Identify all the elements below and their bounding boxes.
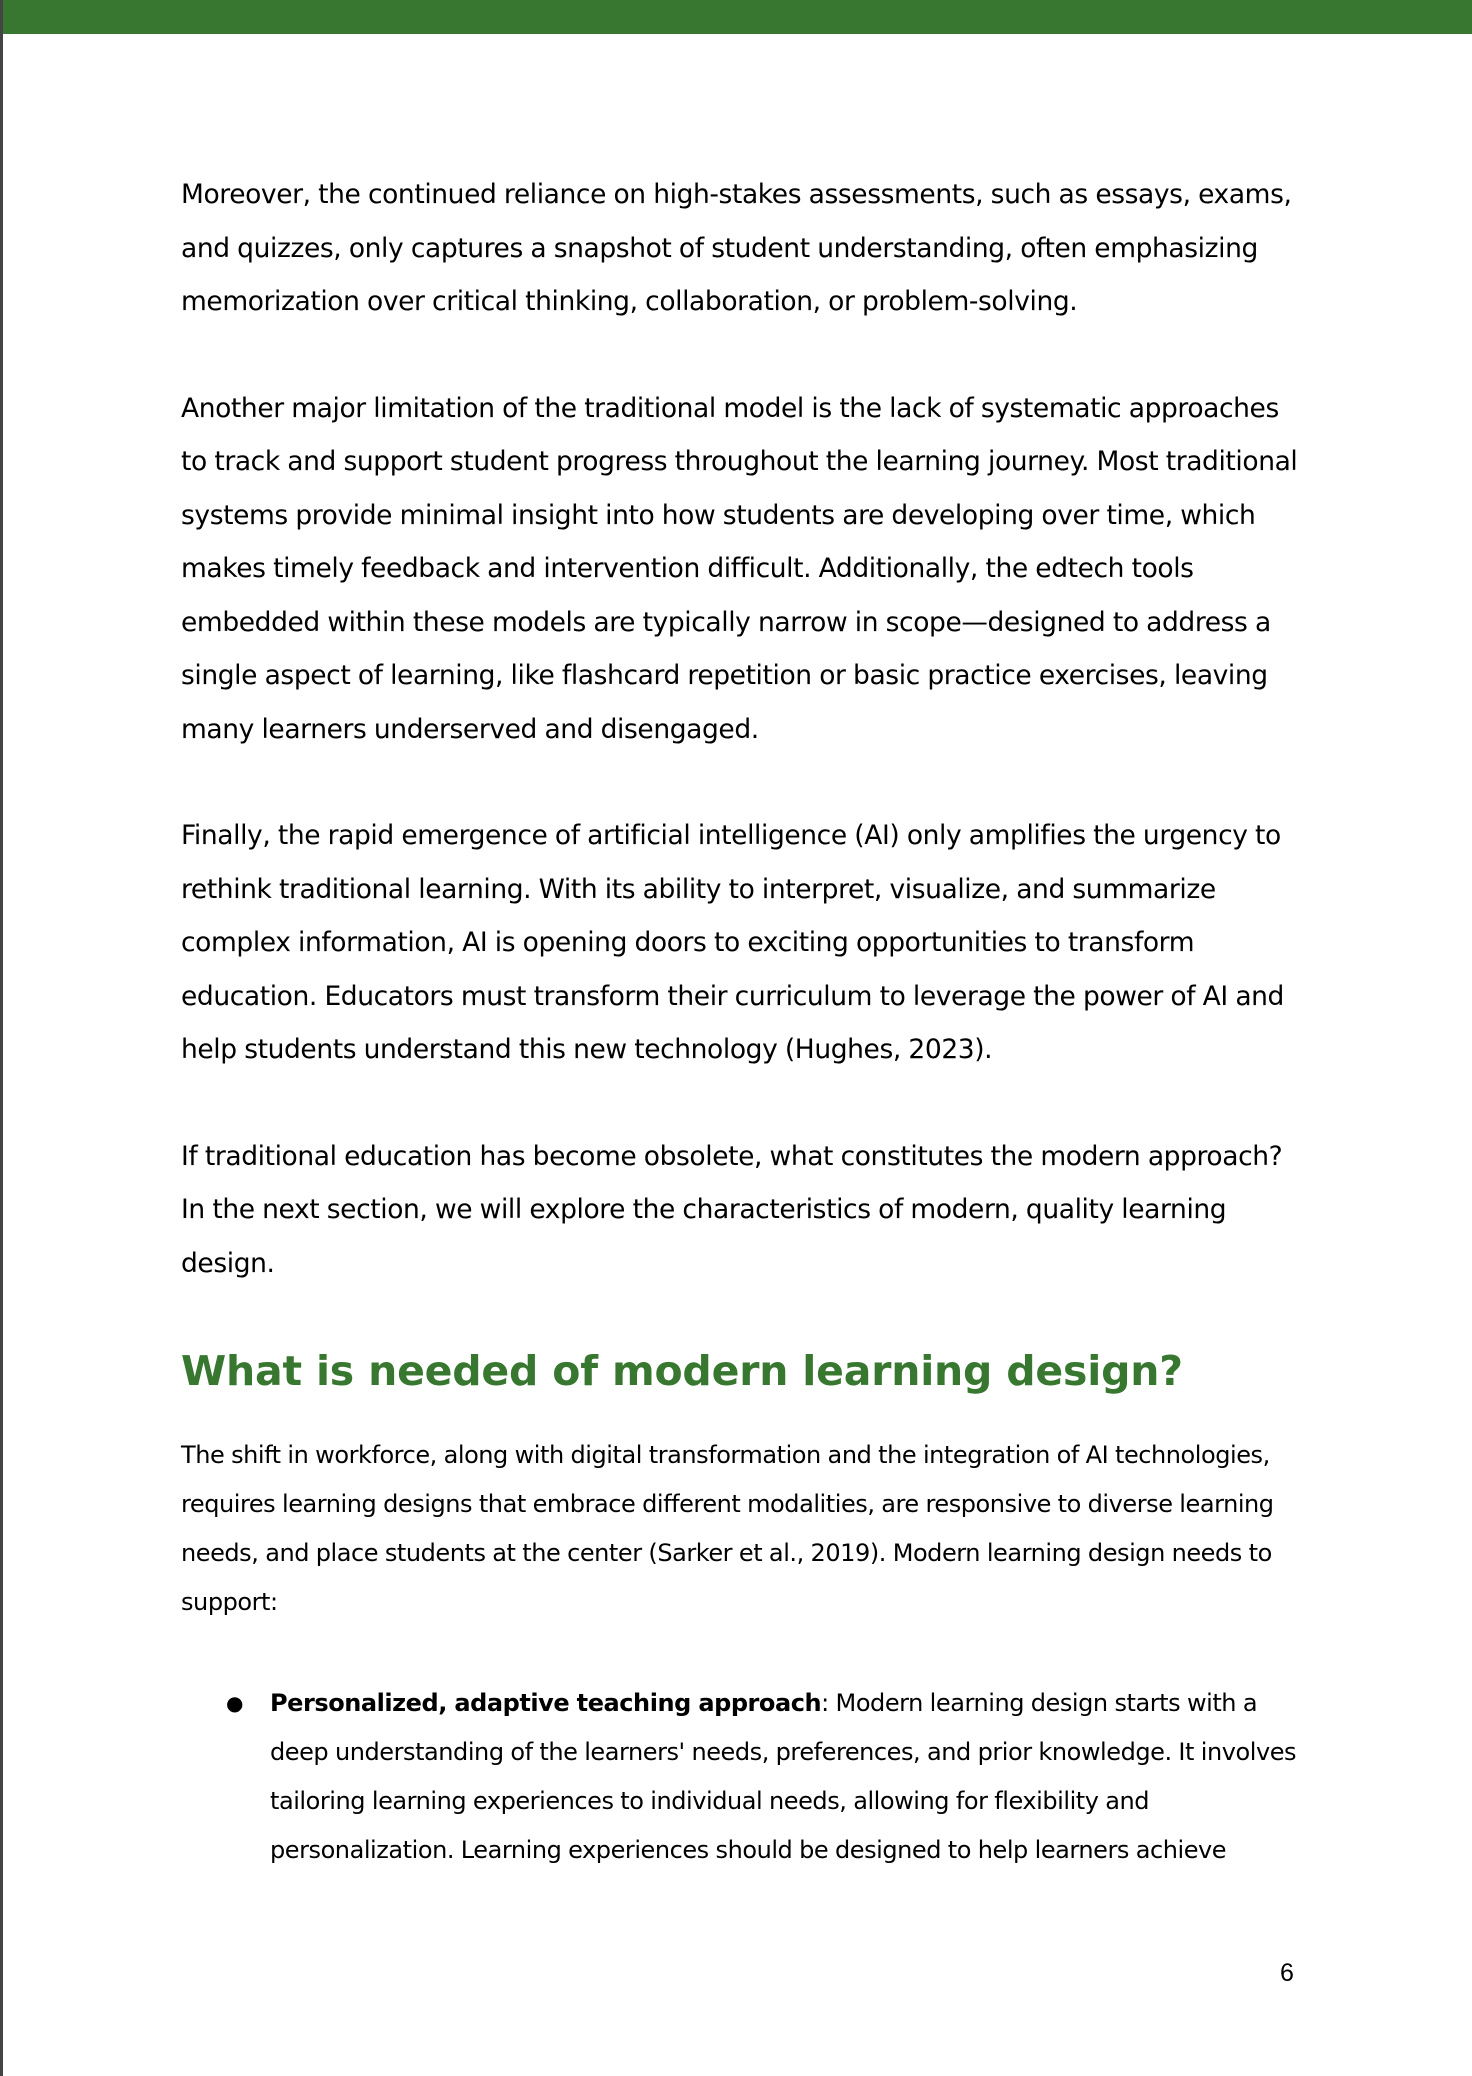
body-paragraph: Another major limitation of the traditional model is the lack of systematic approaches to track and support student progress throughout the learning journey. Most traditional systems provide minimal insight into how students are developing over time, which makes timely feedback and intervention difficult. Additionally, the edtech tools embedded within these models are typically narrow in scope—designed to address a single aspect of learning, like flashcard repetition or basic practice exercises, leaving many learners underserved and disengaged. bbox=[181, 392, 1298, 745]
body-paragraph: Finally, the rapid emergence of artificial intelligence (AI) only amplifies the urgency to rethink traditional learning. With its ability to interpret, visualize, and summarize complex information, AI is opening doors to exciting opportunities to transform education. Educators must transform their curriculum to leverage the power of AI and help students understand this new technology (Hughes, 2023). bbox=[181, 820, 1284, 1065]
page-number: 6 bbox=[1280, 1959, 1294, 1987]
intro-paragraph: The shift in workforce, along with digital transformation and the integration of AI technologies, requires learning designs that embrace different modalities, are responsive to diverse learning needs, and place students at the center (Sarker et al., 2019). Modern learning design needs to support: bbox=[181, 1441, 1274, 1616]
body-paragraph: If traditional education has become obsolete, what constitutes the modern approach? In the next section, we will explore the characteristics of modern, quality learning design. bbox=[181, 1140, 1283, 1279]
section-heading: What is needed of modern learning design? bbox=[181, 1347, 1183, 1395]
body-paragraph: Moreover, the continued reliance on high-stakes assessments, such as essays, exams, and quizzes, only captures a snapshot of student understanding, often emphasizing memorization over critical thinking, collaboration, or problem-solving. bbox=[181, 179, 1292, 317]
page-left-edge bbox=[0, 0, 3, 2076]
bullet-list bbox=[181, 1679, 1311, 1875]
bullet-item bbox=[181, 1679, 1311, 1875]
bullet-text: : Modern learning design starts with a deep understanding of the learners' needs, preferences, and prior knowledge. It involves tailoring learning experiences to individual needs, allowing for flexibility and personalization. Learning experiences should be designed to help learners achieve bbox=[270, 1689, 1297, 1864]
bullet-term: Personalized, adaptive teaching approach bbox=[270, 1689, 822, 1717]
bullet-dot-icon: ● bbox=[226, 1691, 244, 1715]
header-accent-bar bbox=[0, 0, 1472, 34]
page-body bbox=[181, 168, 1311, 1875]
